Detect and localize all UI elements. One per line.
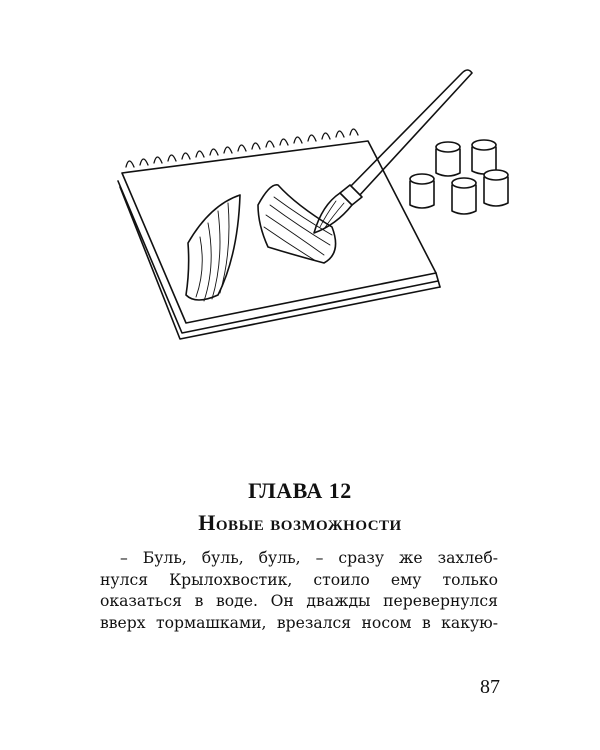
- page-number: 87: [480, 676, 500, 698]
- body-text-line: нулся Крылохвостик, стоило ему только: [100, 570, 498, 589]
- body-text-line: – Буль, буль, буль, – сразу же захлеб-: [120, 549, 498, 567]
- sketchbook-illustration-icon: [100, 55, 540, 355]
- body-text-line: вверх тормашками, врезался носом в какую-: [100, 613, 498, 632]
- body-text: [100, 548, 498, 634]
- chapter-title: Новые возможности: [198, 510, 402, 535]
- chapter-number: ГЛАВА 12: [248, 478, 352, 503]
- body-text-line: оказаться в воде. Он дважды перевернулся: [100, 592, 498, 610]
